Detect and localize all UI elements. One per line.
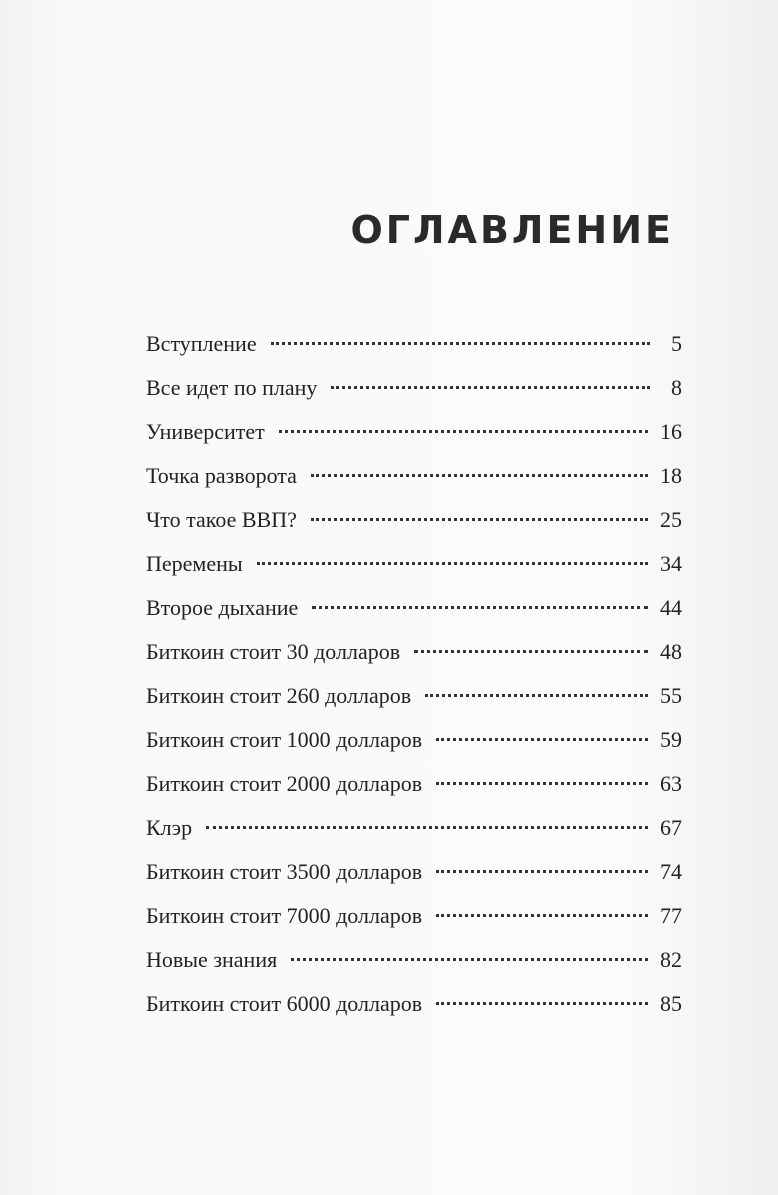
toc-entry-title: Биткоин стоит 30 долларов xyxy=(146,639,401,664)
toc-entry xyxy=(146,718,682,762)
toc-entry-title: Биткоин стоит 7000 долларов xyxy=(146,903,423,928)
toc-entry-title: Университет xyxy=(146,419,265,444)
toc-leader-dots xyxy=(414,649,648,653)
table-of-contents xyxy=(146,322,682,1026)
toc-leader-dots xyxy=(271,341,650,345)
toc-leader-dots xyxy=(436,913,648,917)
toc-entry xyxy=(146,894,682,938)
toc-entry-page-number: 82 xyxy=(660,947,682,972)
toc-entry xyxy=(146,850,682,894)
toc-entry-title: Биткоин стоит 1000 долларов xyxy=(146,727,423,752)
toc-entry xyxy=(146,542,682,586)
toc-entry xyxy=(146,322,682,366)
toc-entry-page-number: 67 xyxy=(660,815,682,840)
toc-entry-page-number: 5 xyxy=(671,331,682,356)
toc-leader-dots xyxy=(291,957,648,961)
toc-entry xyxy=(146,938,682,982)
toc-leader-dots xyxy=(425,693,648,697)
toc-leader-dots xyxy=(436,781,648,785)
toc-entry xyxy=(146,454,682,498)
toc-entry-title: Биткоин стоит 6000 долларов xyxy=(146,991,423,1016)
toc-entry-title: Биткоин стоит 3500 долларов xyxy=(146,859,423,884)
toc-entry-page-number: 8 xyxy=(671,375,682,400)
toc-entry-page-number: 34 xyxy=(660,551,682,576)
toc-entry-page-number: 63 xyxy=(660,771,682,796)
toc-entry-page-number: 85 xyxy=(660,991,682,1016)
toc-entry xyxy=(146,498,682,542)
toc-entry-page-number: 77 xyxy=(660,903,682,928)
toc-entry-title: Точка разворота xyxy=(146,463,297,488)
toc-entry xyxy=(146,630,682,674)
toc-leader-dots xyxy=(257,561,648,565)
toc-leader-dots xyxy=(279,429,648,433)
toc-entry-title: Все идет по плану xyxy=(146,375,318,400)
toc-entry-page-number: 16 xyxy=(660,419,682,444)
toc-entry-title: Новые знания xyxy=(146,947,278,972)
page-title: ОГЛАВЛЕНИЕ xyxy=(350,208,674,252)
toc-leader-dots xyxy=(311,517,648,521)
toc-entry-page-number: 44 xyxy=(660,595,682,620)
toc-entry xyxy=(146,674,682,718)
toc-entry-title: Второе дыхание xyxy=(146,595,299,620)
toc-entry-title: Биткоин стоит 2000 долларов xyxy=(146,771,423,796)
toc-leader-dots xyxy=(436,737,648,741)
toc-entry xyxy=(146,806,682,850)
toc-entry xyxy=(146,586,682,630)
toc-leader-dots xyxy=(436,869,648,873)
toc-entry-page-number: 25 xyxy=(660,507,682,532)
toc-entry-page-number: 74 xyxy=(660,859,682,884)
toc-entry-title: Вступление xyxy=(146,331,257,356)
toc-entry-page-number: 55 xyxy=(660,683,682,708)
toc-entry-title: Биткоин стоит 260 долларов xyxy=(146,683,412,708)
toc-entry-title: Клэр xyxy=(146,815,193,840)
toc-entry xyxy=(146,762,682,806)
toc-entry-title: Перемены xyxy=(146,551,243,576)
toc-entry xyxy=(146,366,682,410)
toc-entry xyxy=(146,982,682,1026)
toc-leader-dots xyxy=(311,473,648,477)
toc-entry xyxy=(146,410,682,454)
toc-leader-dots xyxy=(312,605,648,609)
toc-leader-dots xyxy=(331,385,650,389)
toc-entry-page-number: 18 xyxy=(660,463,682,488)
toc-leader-dots xyxy=(436,1001,648,1005)
toc-entry-page-number: 48 xyxy=(660,639,682,664)
toc-entry-title: Что такое ВВП? xyxy=(146,507,297,532)
toc-leader-dots xyxy=(206,825,648,829)
toc-entry-page-number: 59 xyxy=(660,727,682,752)
